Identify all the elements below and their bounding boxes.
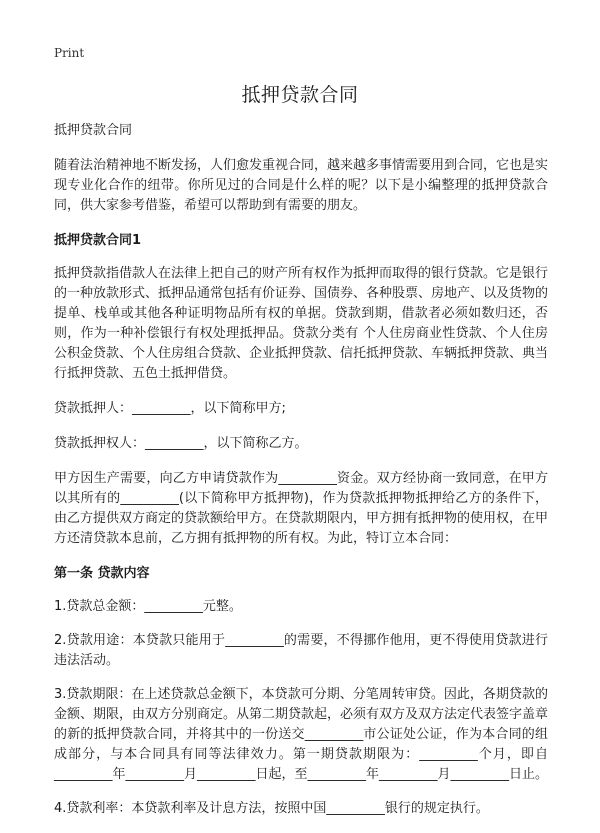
article-heading: 第一条 贷款内容 [54,566,150,581]
party-b-line: 贷款抵押权人：_________，以下简称乙方。 [54,436,308,451]
intro-label: 抵押贷款合同 [54,123,133,138]
definition-paragraph: 抵押贷款指借款人在法律上把自己的财产所有权作为抵押而取得的银行贷款。它是银行的一种放款形式、抵押品通常包括有价证券、国债券、各种股票、房地产、以及货物的提单、栈单或其他各种证明物品所有权的单据。贷款到期，借款者必须如数归还，否则，作为一种补偿银行有权处理抵押品。贷款分类有 个人住房商业性贷款、个人住房公积金贷款、个人住房组合贷款、企业抵押贷款、信托抵押贷款、车辆抵押贷款、典当行抵押贷款、五色土抵押借贷。 [54,266,549,381]
clause-3: 3.贷款期限：在上述贷款总金额下，本贷款可分期、分笔周转审贷。因此，各期贷款的金额、期限，由双方分别商定。从第二期贷款起，必须有双方及双方法定代表签字盖章的新的抵押贷款合同，并将其中的一份送交_________市公证处公证，作为本合同的组成部分，与本合同具有同等法律效力。第一期贷款期限为：_________个月，即自_________年_________月_________日起，至_________年_________月_________日止。 [54,687,549,782]
clause-4: 4.贷款利率：本贷款利率及计息方法，按照中国_________银行的规定执行。 [54,801,489,816]
section-heading: 抵押贷款合同1 [54,233,142,248]
clause-2: 2.贷款用途：本贷款只能用于_________的需要，不得挪作他用，更不得使用贷款进行违法活动。 [54,633,548,668]
clause-1: 1.贷款总金额：_________元整。 [54,599,242,614]
preamble-paragraph: 甲方因生产需要，向乙方申请贷款作为_________资金。双方经协商一致同意，在甲方以其所有的_________(以下简称甲方抵押物)，作为贷款抵押物抵押给乙方的条件下，由乙方提供双方商定的贷款额给甲方。在贷款期限内，甲方拥有抵押物的使用权，在甲方还清贷款本息前，乙方拥有抵押物的所有权。为此，特订立本合同： [54,471,549,546]
party-a-line: 贷款抵押人：_________，以下简称甲方; [54,401,286,416]
print-link[interactable]: Print [54,46,85,60]
document-body [54,121,548,833]
intro-paragraph: 随着法治精神地不断发扬，人们愈发重视合同，越来越多事情需要用到合同，它也是实现专业化合作的纽带。你所见过的合同是什么样的呢？以下是小编整理的抵押贷款合同，供大家参考借鉴，希望可以帮助到有需要的朋友。 [54,158,549,213]
document-title: 抵押贷款合同 [241,84,359,106]
